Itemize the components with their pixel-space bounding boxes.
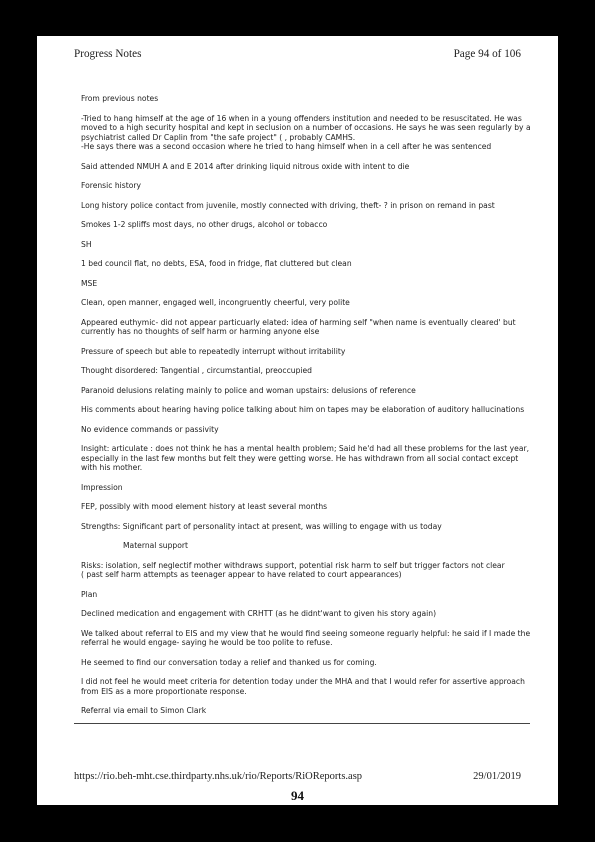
- page-number: 94: [291, 788, 304, 803]
- document-title: Progress Notes: [74, 48, 142, 60]
- note-paragraph-indented: Maternal support: [123, 541, 188, 550]
- note-paragraph: Appeared euthymic- did not appear particuarly elated: idea of harming self "when name is eventually cleared' but currently has no thoughts of self harm or harming anyone else: [81, 317, 516, 336]
- note-paragraph: From previous notes: [81, 94, 159, 103]
- note-paragraph: We talked about referral to EIS and my view that he would find seeing someone reguarly helpful: he said if I made the referral he would engage- saying he would be too polite to refuse.: [81, 628, 531, 647]
- note-paragraph: Referral via email to Simon Clark: [81, 706, 207, 715]
- document-page: [37, 36, 558, 805]
- note-paragraph: His comments about hearing having police talking about him on tapes may be elaboration of auditory hallucinations: [81, 405, 525, 414]
- note-paragraph: FEP, possibly with mood element history at least several months: [81, 502, 328, 511]
- note-paragraph: I did not feel he would meet criteria for detention today under the MHA and that I would refer for assertive approach from EIS as a more proportionate response.: [81, 677, 525, 696]
- note-paragraph: Smokes 1-2 spliffs most days, no other drugs, alcohol or tobacco: [81, 220, 328, 229]
- notes-body: [81, 94, 531, 726]
- note-heading: Impression: [81, 482, 123, 492]
- note-heading: Forensic history: [81, 181, 141, 190]
- note-paragraph: No evidence commands or passivity: [81, 424, 219, 434]
- note-paragraph: Declined medication and engagement with CRHTT (as he didnt'want to given his story again): [81, 609, 437, 618]
- note-paragraph: Pressure of speech but able to repeatedly interrupt without irritability: [81, 346, 346, 356]
- note-paragraph: He seemed to find our conversation today a relief and thanked us for coming.: [81, 657, 377, 667]
- note-heading: MSE: [81, 278, 98, 288]
- note-paragraph: Insight: articulate : does not think he has a mental health problem; Said he'd had all these problems for the last year, especially in the last few months but felt they were getting worse. He has withdrawn from all social contact except with his mother.: [81, 444, 530, 472]
- note-paragraph: Strengths: Significant part of personality intact at present, was willing to engage with us today: [81, 521, 442, 531]
- note-heading: Plan: [81, 589, 98, 599]
- page-label: Page 94 of 106: [453, 48, 521, 60]
- note-paragraph: Clean, open manner, engaged well, incongruently cheerful, very polite: [81, 298, 350, 307]
- footer-url: https://rio.beh-mht.cse.thirdparty.nhs.uk/rio/Reports/RiOReports.asp: [74, 771, 363, 782]
- footer-date: 29/01/2019: [473, 771, 521, 782]
- footer-divider: [74, 723, 530, 724]
- note-paragraph: -Tried to hang himself at the age of 16 when in a young offenders institution and needed to be resuscitated. He was moved to a high security hospital and kept in seclusion on a number of occasions. He says he was seen regularly by a psychiatrist called Dr Caplin from "the safe project" ( , probably CAMHS. -He says there was a second occasion where he tried to hang himself when in a cell after he was sentenced: [81, 113, 531, 151]
- note-heading: SH: [81, 239, 92, 249]
- note-paragraph: Paranoid delusions relating mainly to police and woman upstairs: delusions of reference: [81, 385, 416, 395]
- note-paragraph: Risks: isolation, self neglectif mother withdraws support, potential risk harm to self but trigger factors not clear ( past self harm attempts as teenager appear to have related to court appearances): [81, 560, 505, 579]
- note-paragraph: Said attended NMUH A and E 2014 after drinking liquid nitrous oxide with intent to die: [81, 161, 410, 171]
- note-paragraph: Long history police contact from juvenile, mostly connected with driving, theft- ? in prison on remand in past: [81, 200, 495, 210]
- note-paragraph: Thought disordered: Tangential , circumstantial, preoccupied: [81, 366, 312, 375]
- note-paragraph: 1 bed council flat, no debts, ESA, food in fridge, flat cluttered but clean: [81, 259, 352, 268]
